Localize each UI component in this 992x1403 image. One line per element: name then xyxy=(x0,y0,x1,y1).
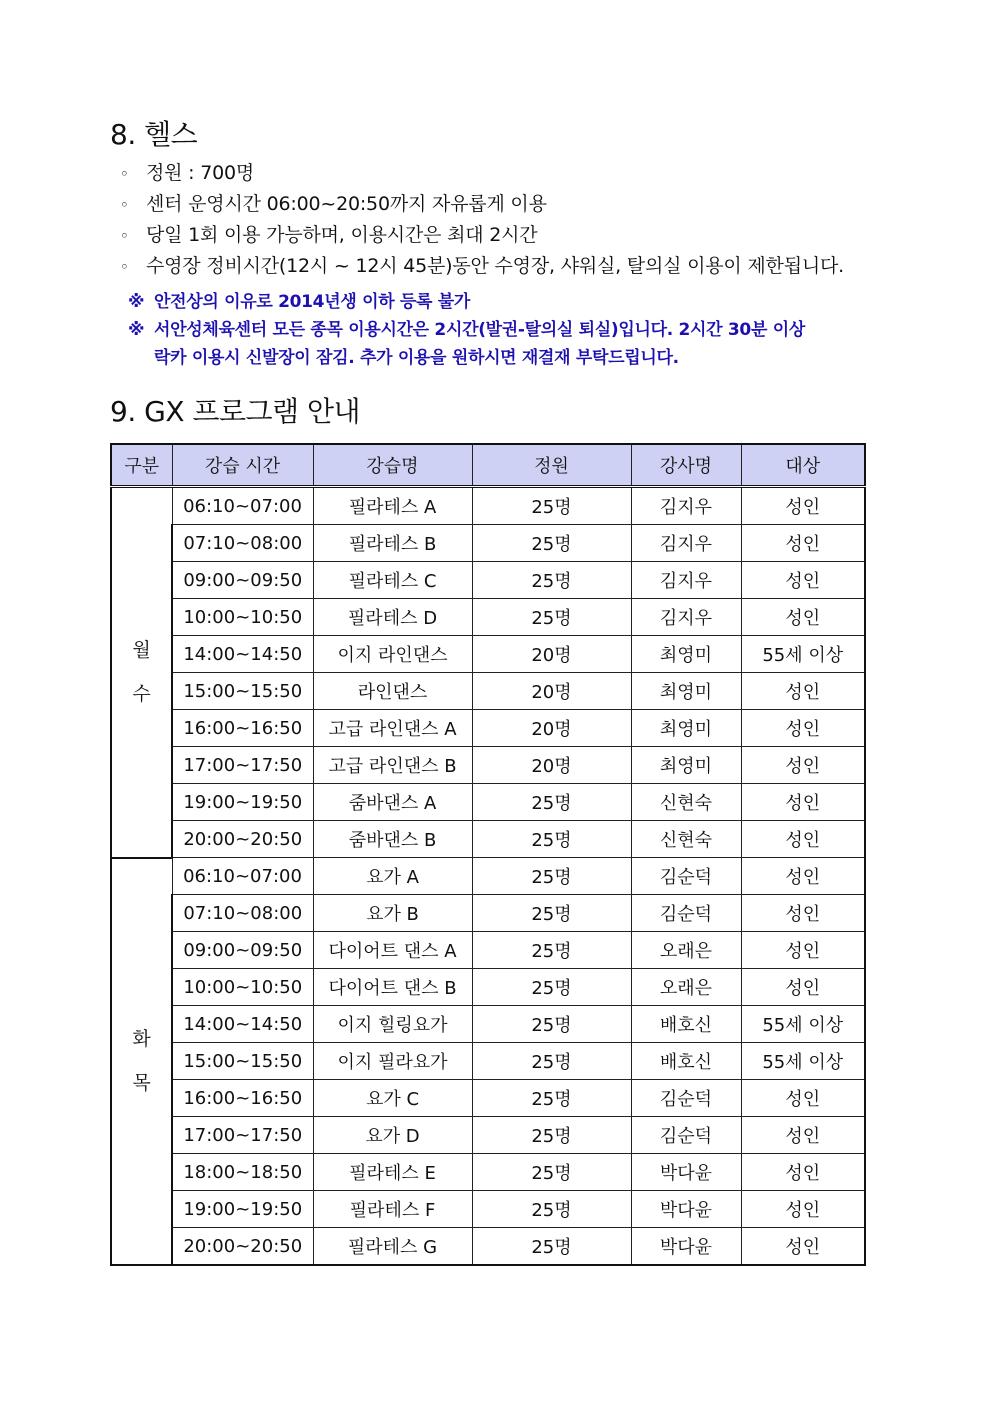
cell-class-name: 다이어트 댄스 A xyxy=(313,932,472,969)
cell-instructor: 최영미 xyxy=(631,710,741,747)
cell-capacity: 25명 xyxy=(472,969,631,1006)
cell-class-time: 15:00~15:50 xyxy=(172,673,313,710)
cell-capacity: 25명 xyxy=(472,1191,631,1228)
cell-target: 성인 xyxy=(741,673,865,710)
day-label-second: 수 xyxy=(132,683,151,706)
cell-class-name: 이지 힐링요가 xyxy=(313,1006,472,1043)
cell-class-name: 필라테스 D xyxy=(313,599,472,636)
note-item xyxy=(128,288,805,316)
cell-class-time: 20:00~20:50 xyxy=(172,1228,313,1266)
cell-class-time: 17:00~17:50 xyxy=(172,747,313,784)
cell-capacity: 25명 xyxy=(472,932,631,969)
table-row xyxy=(111,487,865,525)
cell-target: 55세 이상 xyxy=(741,1006,865,1043)
table-row xyxy=(111,1191,865,1228)
table-row xyxy=(111,858,865,895)
table-row xyxy=(111,1006,865,1043)
cell-class-time: 10:00~10:50 xyxy=(172,599,313,636)
cell-capacity: 25명 xyxy=(472,1043,631,1080)
cell-target: 성인 xyxy=(741,895,865,932)
cell-target: 성인 xyxy=(741,784,865,821)
cell-target: 성인 xyxy=(741,1080,865,1117)
cell-class-time: 06:10~07:00 xyxy=(172,858,313,895)
table-header-row xyxy=(111,444,865,487)
cell-class-name: 필라테스 A xyxy=(313,487,472,525)
table-row xyxy=(111,1043,865,1080)
cell-target: 성인 xyxy=(741,1228,865,1266)
cell-class-name: 다이어트 댄스 B xyxy=(313,969,472,1006)
table-row xyxy=(111,969,865,1006)
cell-capacity: 25명 xyxy=(472,1228,631,1266)
cell-capacity: 25명 xyxy=(472,895,631,932)
cell-instructor: 김지우 xyxy=(631,487,741,525)
cell-instructor: 오래은 xyxy=(631,932,741,969)
health-notes xyxy=(128,288,805,372)
cell-class-time: 17:00~17:50 xyxy=(172,1117,313,1154)
cell-class-name: 필라테스 G xyxy=(313,1228,472,1266)
cell-target: 성인 xyxy=(741,858,865,895)
cell-capacity: 25명 xyxy=(472,1006,631,1043)
cell-instructor: 김지우 xyxy=(631,562,741,599)
cell-class-name: 필라테스 B xyxy=(313,525,472,562)
day-label-first: 월 xyxy=(132,639,151,662)
table-body xyxy=(111,487,865,1266)
bullet-item xyxy=(120,220,844,251)
table-row xyxy=(111,932,865,969)
cell-capacity: 25명 xyxy=(472,1154,631,1191)
cell-target: 성인 xyxy=(741,747,865,784)
cell-capacity: 20명 xyxy=(472,636,631,673)
cell-target: 성인 xyxy=(741,525,865,562)
cell-class-time: 09:00~09:50 xyxy=(172,562,313,599)
cell-capacity: 20명 xyxy=(472,747,631,784)
cell-instructor: 김순덕 xyxy=(631,1080,741,1117)
cell-instructor: 최영미 xyxy=(631,673,741,710)
cell-class-name: 요가 D xyxy=(313,1117,472,1154)
cell-instructor: 신현숙 xyxy=(631,821,741,858)
cell-class-time: 16:00~16:50 xyxy=(172,710,313,747)
day-label-first: 화 xyxy=(132,1028,151,1051)
cell-class-time: 19:00~19:50 xyxy=(172,1191,313,1228)
cell-target: 성인 xyxy=(741,599,865,636)
cell-instructor: 박다윤 xyxy=(631,1228,741,1266)
cell-capacity: 20명 xyxy=(472,710,631,747)
bullet-item xyxy=(120,189,844,220)
cell-class-time: 18:00~18:50 xyxy=(172,1154,313,1191)
table-row xyxy=(111,710,865,747)
cell-instructor: 김순덕 xyxy=(631,1117,741,1154)
cell-class-name: 줌바댄스 A xyxy=(313,784,472,821)
cell-target: 성인 xyxy=(741,1191,865,1228)
cell-target: 성인 xyxy=(741,932,865,969)
health-bullet-list xyxy=(120,158,844,282)
bullet-item xyxy=(120,158,844,189)
cell-class-time: 07:10~08:00 xyxy=(172,895,313,932)
cell-instructor: 박다윤 xyxy=(631,1191,741,1228)
bullet-item xyxy=(120,251,844,282)
cell-class-name: 필라테스 E xyxy=(313,1154,472,1191)
cell-capacity: 25명 xyxy=(472,525,631,562)
table-row xyxy=(111,673,865,710)
table-row xyxy=(111,525,865,562)
bullet-text: 센터 운영시간 06:00~20:50까지 자유롭게 이용 xyxy=(146,193,547,215)
section-title-gx: 9. GX 프로그램 안내 xyxy=(110,395,361,428)
note-text-continued: 락카 이용시 신발장이 잠김. 추가 이용을 원하시면 재결재 부탁드립니다. xyxy=(154,348,679,368)
cell-class-name: 고급 라인댄스 A xyxy=(313,710,472,747)
cell-target: 성인 xyxy=(741,487,865,525)
cell-class-name: 라인댄스 xyxy=(313,673,472,710)
bullet-text: 정원 : 700명 xyxy=(146,162,255,184)
cell-capacity: 20명 xyxy=(472,673,631,710)
cell-target: 성인 xyxy=(741,562,865,599)
cell-class-time: 19:00~19:50 xyxy=(172,784,313,821)
cell-instructor: 오래은 xyxy=(631,969,741,1006)
cell-class-time: 07:10~08:00 xyxy=(172,525,313,562)
cell-target: 성인 xyxy=(741,1117,865,1154)
note-item xyxy=(128,316,805,372)
table-row xyxy=(111,636,865,673)
header-target: 대상 xyxy=(741,444,865,487)
cell-capacity: 25명 xyxy=(472,487,631,525)
table-row xyxy=(111,1080,865,1117)
table-row xyxy=(111,1117,865,1154)
cell-capacity: 25명 xyxy=(472,821,631,858)
cell-class-time: 14:00~14:50 xyxy=(172,636,313,673)
bullet-marker: ◦ xyxy=(120,258,129,276)
table-row xyxy=(111,821,865,858)
cell-class-time: 09:00~09:50 xyxy=(172,932,313,969)
cell-target: 성인 xyxy=(741,969,865,1006)
cell-instructor: 최영미 xyxy=(631,747,741,784)
cell-class-name: 이지 필라요가 xyxy=(313,1043,472,1080)
bullet-marker: ◦ xyxy=(120,227,129,245)
note-text: 안전상의 이유로 2014년생 이하 등록 불가 xyxy=(154,292,471,312)
table-row xyxy=(111,895,865,932)
cell-class-name: 요가 B xyxy=(313,895,472,932)
cell-class-name: 고급 라인댄스 B xyxy=(313,747,472,784)
cell-day-group xyxy=(111,487,172,858)
cell-target: 성인 xyxy=(741,1154,865,1191)
note-marker: ※ xyxy=(128,320,145,340)
header-instructor: 강사명 xyxy=(631,444,741,487)
bullet-text: 수영장 정비시간(12시 ~ 12시 45분)동안 수영장, 샤워실, 탈의실 이용이 제한됩니다. xyxy=(146,255,845,277)
cell-capacity: 25명 xyxy=(472,599,631,636)
table-row xyxy=(111,784,865,821)
cell-capacity: 25명 xyxy=(472,784,631,821)
bullet-text: 당일 1회 이용 가능하며, 이용시간은 최대 2시간 xyxy=(146,224,538,246)
table-row xyxy=(111,562,865,599)
table-row xyxy=(111,1228,865,1266)
table-row xyxy=(111,1154,865,1191)
cell-class-name: 요가 A xyxy=(313,858,472,895)
cell-class-name: 요가 C xyxy=(313,1080,472,1117)
cell-instructor: 최영미 xyxy=(631,636,741,673)
cell-class-name: 이지 라인댄스 xyxy=(313,636,472,673)
bullet-marker: ◦ xyxy=(120,196,129,214)
cell-class-time: 14:00~14:50 xyxy=(172,1006,313,1043)
cell-instructor: 김순덕 xyxy=(631,858,741,895)
cell-capacity: 25명 xyxy=(472,858,631,895)
cell-day-group xyxy=(111,858,172,1266)
cell-class-time: 06:10~07:00 xyxy=(172,487,313,525)
cell-instructor: 김지우 xyxy=(631,525,741,562)
header-class-name: 강습명 xyxy=(313,444,472,487)
cell-target: 55세 이상 xyxy=(741,1043,865,1080)
note-text: 서안성체육센터 모든 종목 이용시간은 2시간(발권-탈의실 퇴실)입니다. 2시간 30분 이상 xyxy=(154,320,805,340)
cell-instructor: 박다윤 xyxy=(631,1154,741,1191)
cell-instructor: 김지우 xyxy=(631,599,741,636)
cell-instructor: 신현숙 xyxy=(631,784,741,821)
note-marker: ※ xyxy=(128,292,145,312)
day-label-second: 목 xyxy=(132,1072,151,1095)
cell-instructor: 배호신 xyxy=(631,1043,741,1080)
header-class-time: 강습 시간 xyxy=(172,444,313,487)
cell-class-time: 10:00~10:50 xyxy=(172,969,313,1006)
cell-class-name: 필라테스 C xyxy=(313,562,472,599)
cell-target: 성인 xyxy=(741,821,865,858)
cell-instructor: 배호신 xyxy=(631,1006,741,1043)
table-row xyxy=(111,747,865,784)
cell-capacity: 25명 xyxy=(472,1080,631,1117)
cell-class-name: 줌바댄스 B xyxy=(313,821,472,858)
gx-schedule-table xyxy=(110,443,866,1266)
cell-target: 55세 이상 xyxy=(741,636,865,673)
table-row xyxy=(111,599,865,636)
cell-capacity: 25명 xyxy=(472,1117,631,1154)
cell-class-time: 15:00~15:50 xyxy=(172,1043,313,1080)
cell-target: 성인 xyxy=(741,710,865,747)
cell-capacity: 25명 xyxy=(472,562,631,599)
header-capacity: 정원 xyxy=(472,444,631,487)
bullet-marker: ◦ xyxy=(120,165,129,183)
header-category: 구분 xyxy=(111,444,172,487)
cell-class-time: 20:00~20:50 xyxy=(172,821,313,858)
cell-class-time: 16:00~16:50 xyxy=(172,1080,313,1117)
section-title-health: 8. 헬스 xyxy=(110,118,198,151)
cell-class-name: 필라테스 F xyxy=(313,1191,472,1228)
cell-instructor: 김순덕 xyxy=(631,895,741,932)
